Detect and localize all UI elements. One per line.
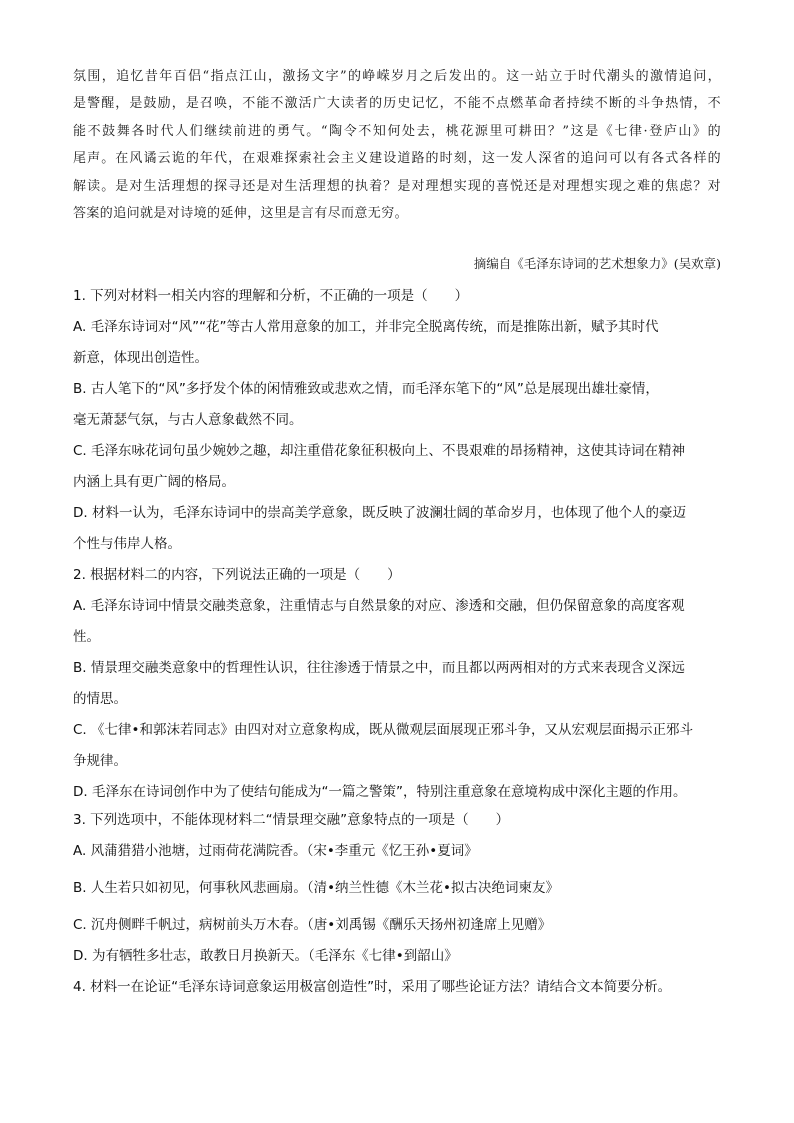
question-1-option-a-cont: 新意，体现出创造性。 xyxy=(73,350,208,366)
question-1-option-c: C. 毛泽东咏花词句虽少婉妙之趣，却注重借花象征积极向上、不畏艰难的昂扬精神，这使其诗词在精神 xyxy=(73,443,686,459)
passage-line: 能不鼓舞各时代人们继续前进的勇气。“陶令不知何处去，桃花源里可耕田？”这是《七律·登庐山》的 xyxy=(73,123,721,139)
question-2-option-d: D. 毛泽东在诗词创作中为了使结句能成为“一篇之警策”，特别注重意象在意境构成中深化主题的作用。 xyxy=(73,784,687,800)
question-1-option-a: A. 毛泽东诗词对“风”“花”等古人常用意象的加工，并非完全脱离传统，而是推陈出新，赋予其时代 xyxy=(73,319,659,335)
question-2-option-b: B. 情景理交融类意象中的哲理性认识，往往渗透于情景之中，而且都以两两相对的方式来表现含义深远 xyxy=(73,660,685,676)
passage-line: 是警醒，是鼓励，是召唤，不能不激活广大读者的历史记忆，不能不点燃革命者持续不断的斗争热情，不 xyxy=(73,96,721,112)
question-1-option-b: B. 古人笔下的“风”多抒发个体的闲情雅致或悲欢之情，而毛泽东笔下的“风”总是展现出雄壮豪情， xyxy=(73,381,659,397)
passage-line: 解读。是对生活理想的探寻还是对生活理想的执着？是对理想实现的喜悦还是对理想实现之难的焦虑？对 xyxy=(73,178,721,194)
question-2-option-b-cont: 的情思。 xyxy=(73,691,127,707)
question-1-option-b-cont: 毫无萧瑟气氛，与古人意象截然不同。 xyxy=(73,412,303,428)
question-2-stem: 2. 根据材料二的内容，下列说法正确的一项是（ ） xyxy=(73,567,401,583)
question-1-option-d: D. 材料一认为，毛泽东诗词中的崇高美学意象，既反映了波澜壮阔的革命岁月，也体现了他个人的豪迈 xyxy=(73,505,686,521)
question-2-option-c: C. 《七律•和郭沫若同志》由四对对立意象构成，既从微观层面展现正邪斗争，又从宏观层面揭示正邪斗 xyxy=(73,722,693,738)
question-1-stem: 1. 下列对材料一相关内容的理解和分析，不正确的一项是（ ） xyxy=(73,288,469,304)
question-4-stem: 4. 材料一在论证“毛泽东诗词意象运用极富创造性”时，采用了哪些论证方法？请结合文本简要分析。 xyxy=(73,979,672,995)
passage-line: 尾声。在风谲云诡的年代，在艰难探索社会主义建设道路的时刻，这一发人深省的追问可以有各式各样的 xyxy=(73,151,721,167)
question-3-stem: 3. 下列选项中，不能体现材料二“情景理交融”意象特点的一项是（ ） xyxy=(73,812,510,828)
passage-line: 氛围，追忆昔年百侣“指点江山，激扬文字”的峥嵘岁月之后发出的。这一站立于时代潮头的激情追问， xyxy=(73,69,721,84)
question-1-option-d-cont: 个性与伟岸人格。 xyxy=(73,536,181,552)
question-list xyxy=(73,285,723,1007)
question-2-option-a-cont: 性。 xyxy=(73,629,100,645)
question-3-option-c: C. 沉舟侧畔千帆过，病树前头万木春。（唐•刘禹锡《酬乐天扬州初逢席上见赠》 xyxy=(73,917,552,933)
question-1-option-c-cont: 内涵上具有更广阔的格局。 xyxy=(73,474,235,490)
question-2-option-a: A. 毛泽东诗词中情景交融类意象，注重情志与自然景象的对应、渗透和交融，但仍保留意象的高度客观 xyxy=(73,598,685,614)
passage-attribution: 摘编自《毛泽东诗词的艺术想象力》(吴欢章) xyxy=(473,256,721,271)
question-3-option-d: D. 为有牺牲多壮志，敢教日月换新天。（毛泽东《七律•到韶山》 xyxy=(73,948,458,964)
question-3-option-b: B. 人生若只如初见，何事秋风悲画扇。（清•纳兰性德《木兰花•拟古决绝词柬友》 xyxy=(73,880,560,896)
passage-text xyxy=(73,66,721,230)
passage-line: 答案的追问就是对诗境的延伸，这里是言有尽而意无穷。 xyxy=(73,205,409,221)
question-2-option-c-cont: 争规律。 xyxy=(73,753,127,769)
question-3-option-a: A. 风蒲猎猎小池塘，过雨荷花满院香。（宋•李重元《忆王孙•夏词》 xyxy=(73,843,478,859)
